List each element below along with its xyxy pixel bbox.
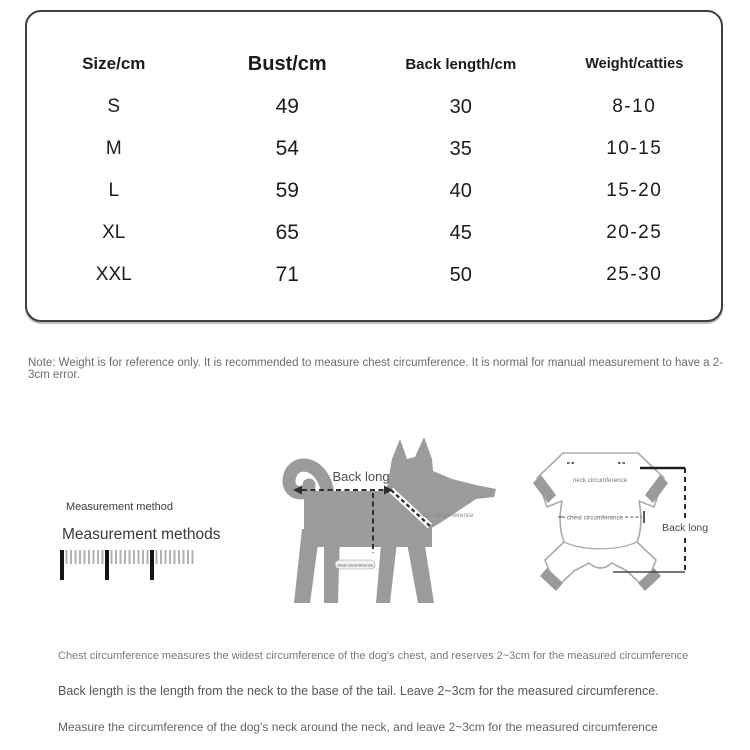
weight-value: 8-10	[612, 96, 657, 117]
garment-chest-circumference-label: chest circumference	[566, 514, 624, 522]
table-header-row	[27, 42, 721, 86]
back-value: 40	[449, 179, 472, 202]
measurement-method-title: Measurement methods	[62, 526, 221, 543]
size-value: L	[108, 180, 120, 201]
back-value: 35	[449, 137, 472, 160]
bust-value: 59	[275, 179, 299, 202]
garment-back-long-label: Back long	[662, 522, 709, 534]
footnote-neck: Measure the circumference of the dog's neck around the neck, and leave 2~3cm for the measured circumference	[58, 720, 658, 734]
size-value: XXL	[95, 264, 132, 285]
bust-value: 71	[275, 263, 299, 286]
ruler-icon	[58, 548, 198, 586]
col-header-back: Back length/cm	[405, 55, 517, 73]
bust-value: 49	[275, 95, 299, 118]
table-row	[27, 212, 721, 254]
garment-neck-circumference-label: neck circumference	[572, 477, 628, 484]
measurement-method-subtitle: Measurement method	[66, 501, 173, 513]
dog-rear-leg	[294, 529, 320, 603]
table-row	[27, 170, 721, 212]
bust-value: 54	[275, 137, 299, 160]
size-value: M	[105, 138, 122, 159]
table-row	[27, 86, 721, 128]
footnote-back-length: Back length is the length from the neck to the base of the tail. Leave 2~3cm for the measured circumference.	[58, 684, 659, 698]
footnote-chest: Chest circumference measures the widest circumference of the dog's chest, and reserves 2~3cm for the measured circumference	[58, 650, 689, 662]
weight-reference-note: Note: Weight is for reference only. It is recommended to measure chest circumference. It is normal for manual measurement to have a 2-3cm error.	[28, 357, 723, 381]
weight-value: 25-30	[606, 264, 663, 285]
dog-neck-circumference-label: neck circumference	[419, 512, 474, 519]
dog-back-long-label: Back long	[332, 469, 390, 484]
col-header-weight: Weight/catties	[585, 56, 684, 72]
back-value: 30	[449, 95, 472, 118]
size-table-card	[25, 10, 723, 322]
size-value: S	[107, 96, 121, 117]
col-header-size: Size/cm	[82, 54, 146, 73]
weight-value: 20-25	[606, 222, 663, 243]
garment-measurement-diagram	[515, 430, 750, 630]
table-row	[27, 254, 721, 296]
table-row	[27, 128, 721, 170]
size-value: XL	[102, 222, 126, 243]
dog-chest-circumference-label: chest circumference	[337, 562, 373, 568]
bust-value: 65	[275, 221, 299, 244]
weight-value: 15-20	[606, 180, 663, 201]
dog-measurement-diagram	[280, 433, 520, 613]
back-value: 50	[449, 263, 472, 286]
weight-value: 10-15	[606, 138, 663, 159]
col-header-bust: Bust/cm	[247, 52, 327, 75]
back-value: 45	[449, 221, 472, 244]
